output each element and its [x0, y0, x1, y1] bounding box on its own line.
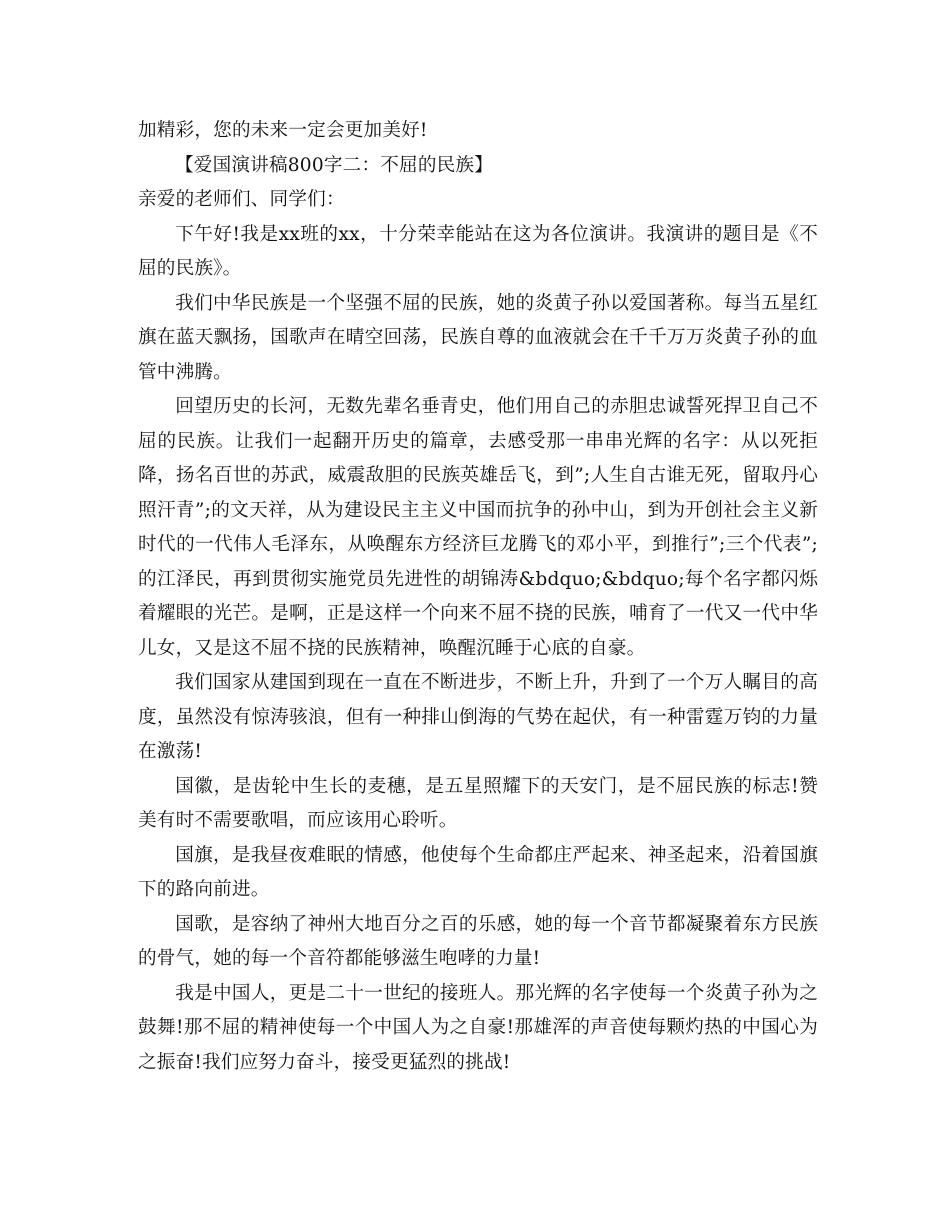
paragraph: 国徽，是齿轮中生长的麦穗，是五星照耀下的天安门，是不屈民族的标志!赞美有时不需要歌唱，而应该用心聆听。	[138, 775, 818, 831]
salutation: 亲爱的老师们、同学们：	[138, 189, 345, 210]
paragraph: 我们中华民族是一个坚强不屈的民族，她的炎黄子孙以爱国著称。每当五星红旗在蓝天飘扬，国歌声在晴空回荡，民族自尊的血液就会在千千万万炎黄子孙的血管中沸腾。	[138, 292, 818, 383]
paragraph-continuation: 加精彩，您的未来一定会更加美好!	[138, 120, 428, 141]
paragraph: 下午好!我是xx班的xx，十分荣幸能站在这为各位演讲。我演讲的题目是《不屈的民族》。	[138, 223, 818, 279]
paragraph: 我们国家从建国到现在一直在不断进步，不断上升，升到了一个万人瞩目的高度，虽然没有惊涛骇浪，但有一种排山倒海的气势在起伏，有一种雷霆万钧的力量在激荡!	[138, 672, 818, 762]
section-heading: 【爱国演讲稿800字二：不屈的民族】	[175, 154, 493, 176]
paragraph: 我是中国人，更是二十一世纪的接班人。那光辉的名字使每一个炎黄子孙为之鼓舞!那不屈的精神使每一个中国人为之自豪!那雄浑的声音使每颗灼热的中国心为之振奋!我们应努力奋斗，接受更猛烈的挑战!	[138, 982, 818, 1073]
paragraph: 国旗，是我昼夜难眠的情感，他使每个生命都庄严起来、神圣起来，沿着国旗下的路向前进。	[138, 844, 818, 900]
paragraph: 回望历史的长河，无数先辈名垂青史，他们用自己的赤胆忠诚誓死捍卫自己不屈的民族。让我们一起翻开历史的篇章，去感受那一串串光辉的名字：从以死拒降，扬名百世的苏武，威震敌胆的民族英雄岳飞，到”;人生自古谁无死，留取丹心照汗青”;的文天祥，从为建设民主主义中国而抗争的孙中山，到为开创社会主义新时代的一代伟人毛泽东，从唤醒东方经济巨龙腾飞的邓小平，到推行”;三个代表”;的江泽民，再到贯彻实施党员先进性的胡锦涛&bdquo;&bdquo;每个名字都闪烁着耀眼的光芒。是啊，正是这样一个向来不屈不挠的民族，哺育了一代又一代中华儿女，又是这不屈不挠的民族精神，唤醒沉睡于心底的自豪。	[138, 396, 818, 659]
document-page	[138, 114, 818, 1080]
paragraph: 国歌，是容纳了神州大地百分之百的乐感，她的每一个音节都凝聚着东方民族的骨气，她的每一个音符都能够滋生咆哮的力量!	[138, 913, 818, 969]
